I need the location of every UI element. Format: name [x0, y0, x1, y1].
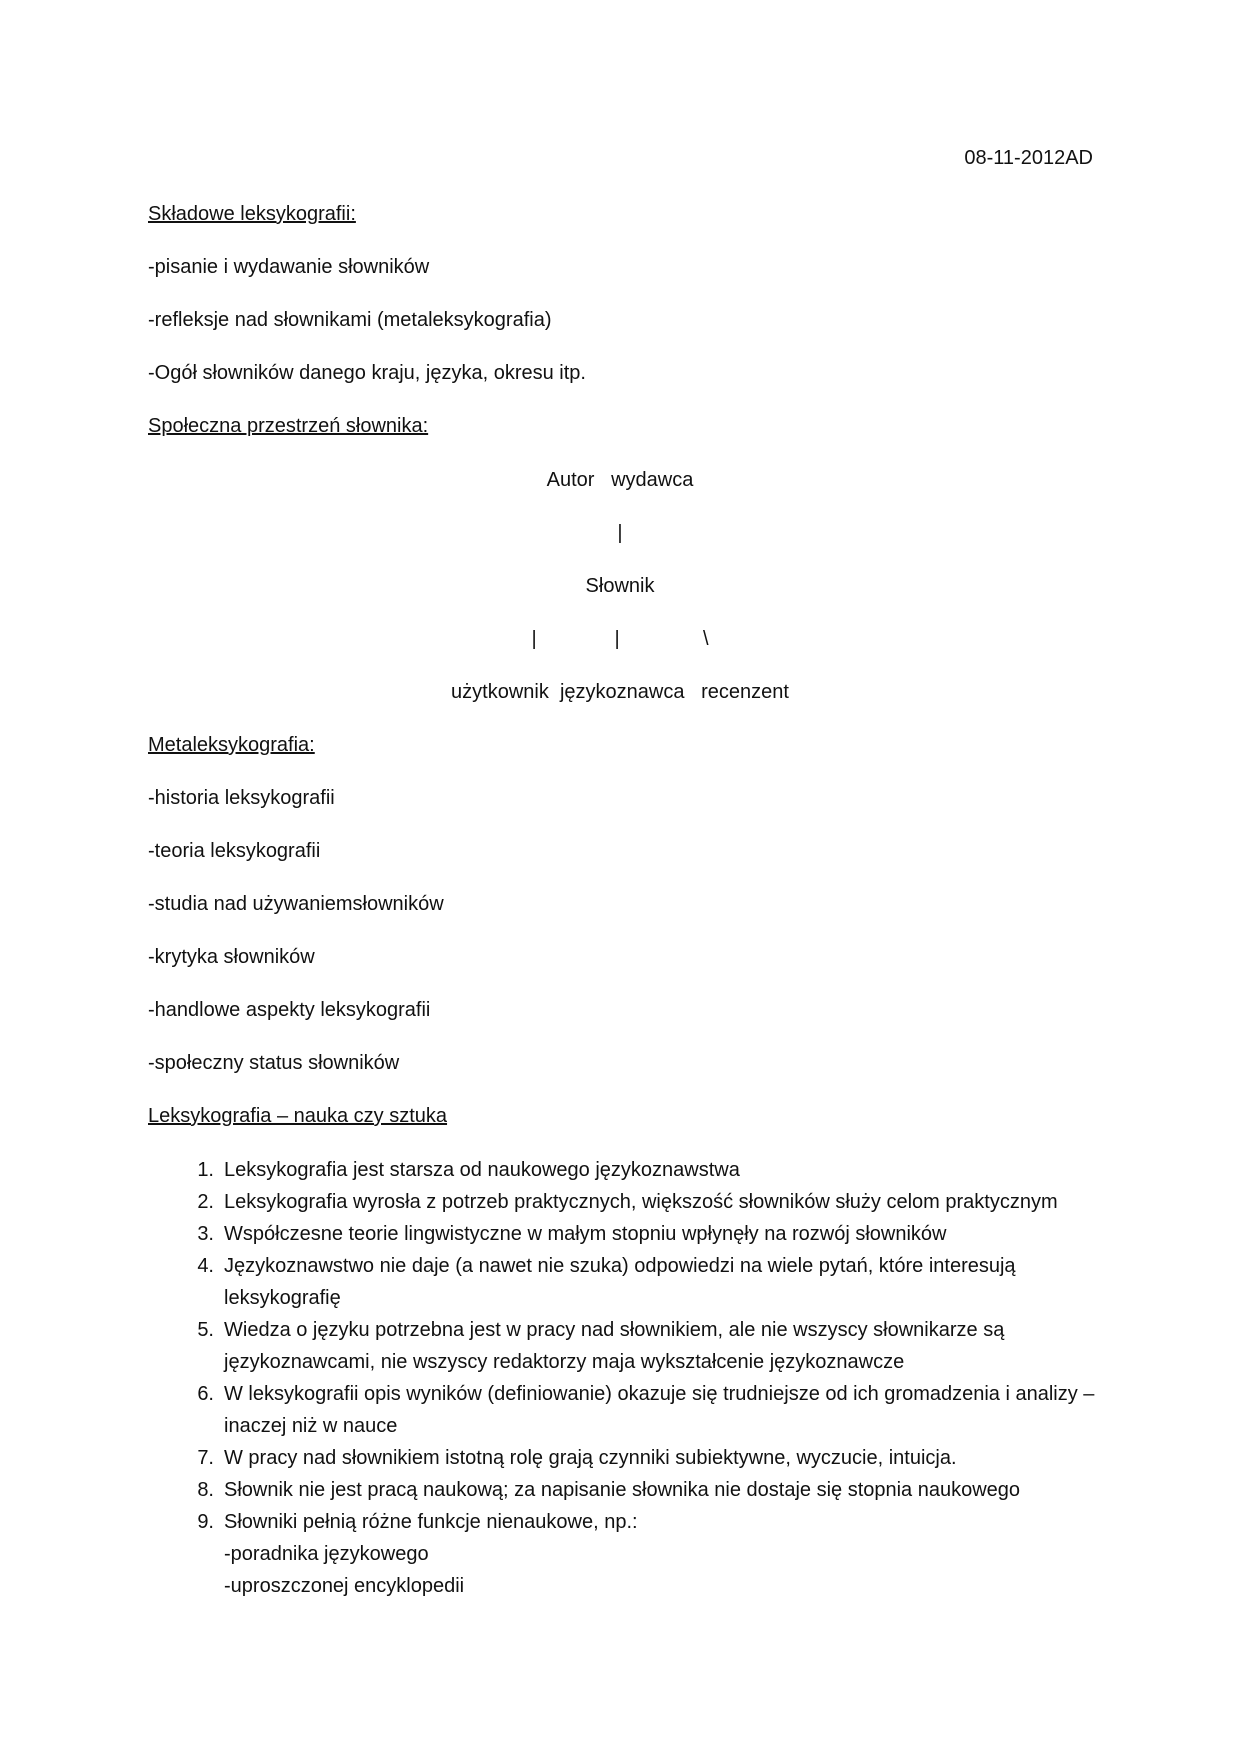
heading-skladowe: Składowe leksykografii:	[148, 203, 356, 225]
list-item: -Ogół słowników danego kraju, języka, okresu itp.	[148, 362, 586, 384]
sub-item: -uproszczonej encyklopedii	[224, 1575, 465, 1597]
list-item: -refleksje nad słownikami (metaleksykografia)	[148, 309, 552, 331]
diagram-connectors-bottom: | | \	[531, 628, 709, 650]
diagram-center: Słownik	[585, 575, 655, 597]
list-item: -teoria leksykografii	[148, 840, 321, 862]
item-number: 3.	[197, 1223, 214, 1245]
numbered-item	[148, 1474, 1108, 1506]
list-item: -handlowe aspekty leksykografii	[148, 999, 431, 1021]
item-number: 2.	[197, 1191, 214, 1213]
heading-nauka-czy-sztuka: Leksykografia – nauka czy sztuka	[148, 1105, 448, 1127]
numbered-item	[148, 1250, 1108, 1314]
item-number: 1.	[197, 1159, 214, 1181]
document-date: 08-11-2012AD	[964, 147, 1093, 169]
item-text: Leksykografia jest starsza od naukowego językoznawstwa	[224, 1159, 740, 1181]
numbered-item	[148, 1442, 1108, 1474]
numbered-item	[148, 1218, 1108, 1250]
sub-item: -poradnika językowego	[224, 1543, 429, 1565]
list-item: -krytyka słowników	[148, 946, 315, 968]
heading-przestrzen: Społeczna przestrzeń słownika:	[148, 415, 429, 437]
numbered-item	[148, 1314, 1108, 1378]
item-number: 6.	[197, 1383, 214, 1405]
numbered-item	[148, 1186, 1108, 1218]
list-item: -pisanie i wydawanie słowników	[148, 256, 430, 278]
item-number: 5.	[197, 1319, 214, 1341]
item-text: Słownik nie jest pracą naukową; za napisanie słownika nie dostaje się stopnia naukowego	[224, 1479, 1021, 1501]
item-text: Współczesne teorie lingwistyczne w małym stopniu wpłynęły na rozwój słowników	[224, 1223, 947, 1245]
heading-metaleksykografia: Metaleksykografia:	[148, 734, 315, 756]
item-text: W pracy nad słownikiem istotną rolę grają czynniki subiektywne, wyczucie, intuicja.	[224, 1447, 957, 1469]
item-number: 4.	[197, 1255, 214, 1277]
item-number: 8.	[197, 1479, 214, 1501]
diagram-top: Autor wydawca	[546, 469, 694, 491]
item-text: Wiedza o języku potrzebna jest w pracy nad słownikiem, ale nie wszyscy słownikarze są językoznawcami, nie wszyscy redaktorzy maja wykształcenie językoznawcze	[224, 1319, 1005, 1373]
list-item: -historia leksykografii	[148, 787, 335, 809]
diagram-connector-top: |	[617, 522, 623, 544]
numbered-item	[148, 1154, 1108, 1186]
item-number: 7.	[197, 1447, 214, 1469]
item-text: Słowniki pełnią różne funkcje nienaukowe, np.:	[224, 1511, 638, 1533]
item-text: Leksykografia wyrosła z potrzeb praktycznych, większość słowników służy celom praktycznym	[224, 1191, 1058, 1213]
numbered-list	[148, 1154, 1108, 1602]
item-number: 9.	[197, 1511, 214, 1533]
list-item: -społeczny status słowników	[148, 1052, 400, 1074]
list-item: -studia nad używaniemsłowników	[148, 893, 444, 915]
diagram-bottom: użytkownik językoznawca recenzent	[451, 681, 789, 703]
numbered-item	[148, 1378, 1108, 1442]
item-text: W leksykografii opis wyników (definiowanie) okazuje się trudniejsze od ich gromadzenia i analizy – inaczej niż w nauce	[224, 1383, 1095, 1437]
numbered-item	[148, 1506, 1108, 1602]
item-text: Językoznawstwo nie daje (a nawet nie szuka) odpowiedzi na wiele pytań, które interesują leksykografię	[224, 1255, 1016, 1309]
